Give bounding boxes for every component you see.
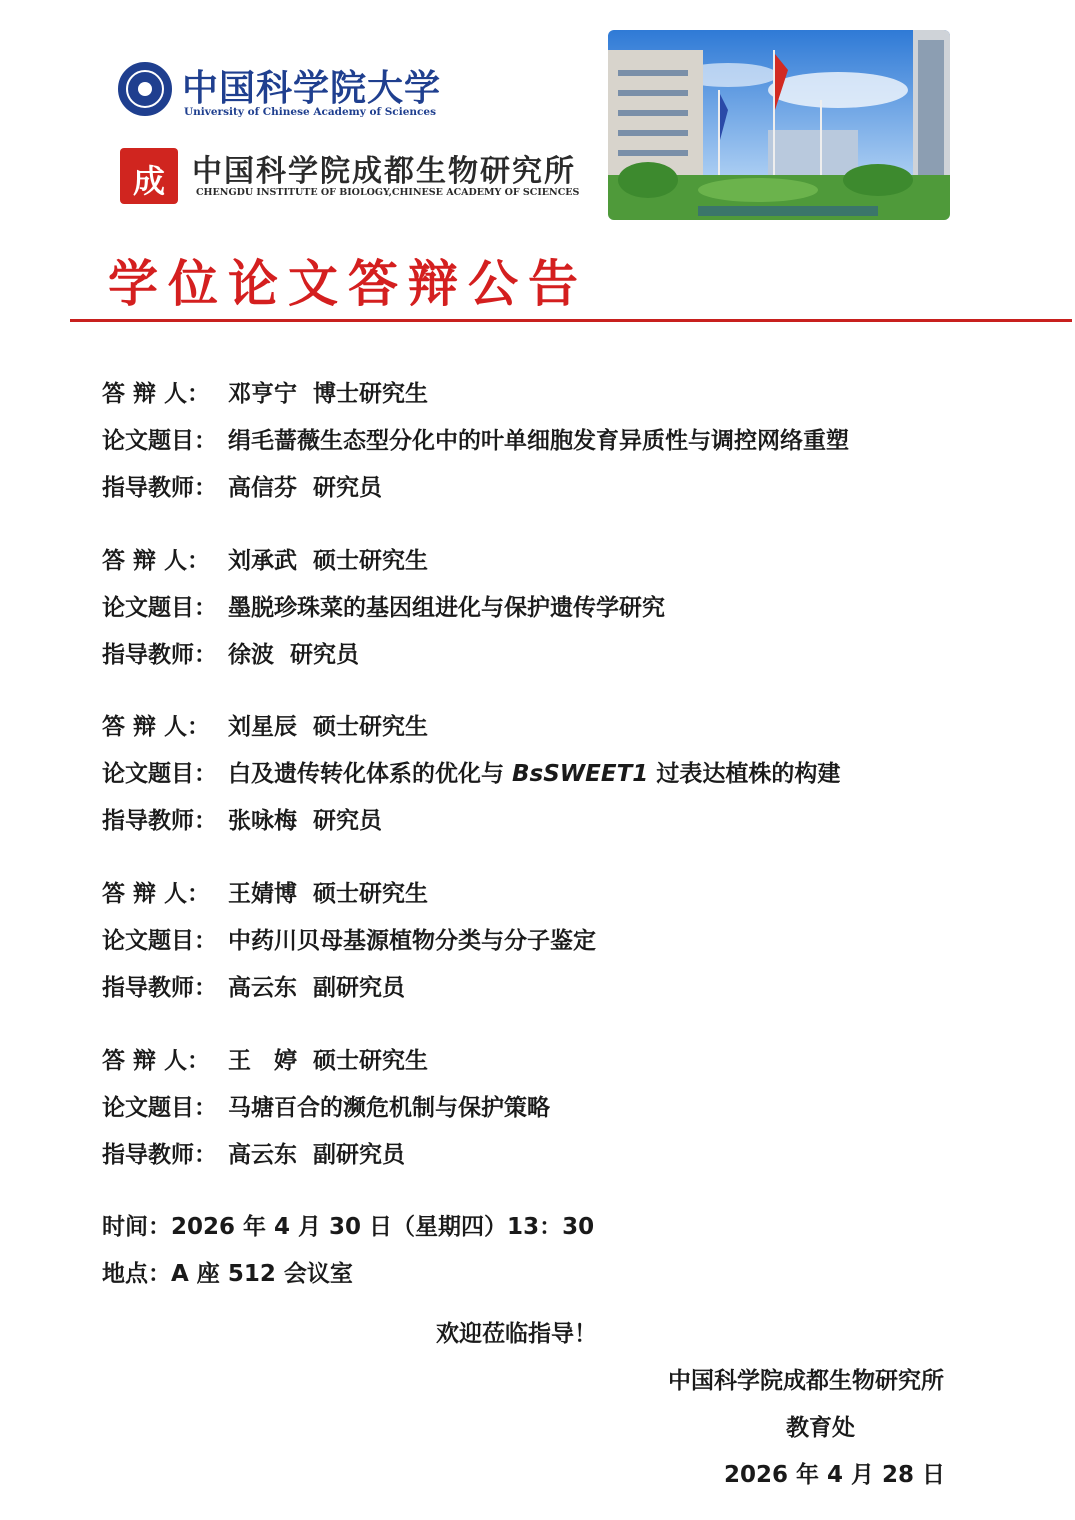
advisor-name: 徐波: [228, 642, 274, 668]
advisor-line: [102, 1140, 405, 1170]
advisor-label: 指导教师：: [102, 1142, 217, 1168]
ucas-name-cn: 中国科学院大学: [182, 67, 442, 109]
defender-name: 王 婷: [228, 1048, 297, 1074]
defender-line: [102, 1046, 428, 1076]
advisor-title: 研究员: [290, 642, 360, 668]
thesis-line: [102, 926, 596, 956]
thesis-label: 论文题目：: [102, 595, 217, 621]
thesis-title-part2: 过表达植株的构建: [656, 761, 841, 787]
defender-line: [102, 712, 428, 742]
thesis-line: [102, 426, 849, 456]
welcome-text: 欢迎莅临指导！: [436, 1321, 597, 1347]
thesis-label: 论文题目：: [102, 761, 217, 787]
advisor-label: 指导教师：: [102, 475, 217, 501]
degree: 硕士研究生: [313, 714, 429, 740]
advisor-title: 研究员: [313, 475, 383, 501]
thesis-line: [102, 1093, 550, 1123]
defender-line: [102, 379, 428, 409]
place-line: 地点：A 座 512 会议室: [102, 1261, 353, 1287]
footer-dept: 教育处: [786, 1415, 855, 1441]
footer-date: 2026 年 4 月 28 日: [724, 1462, 946, 1488]
thesis-title: 墨脱珍珠菜的基因组进化与保护遗传学研究: [228, 595, 665, 621]
thesis-line: [102, 593, 665, 623]
advisor-line: [102, 806, 382, 836]
cib-name-en: CHENGDU INSTITUTE OF BIOLOGY,CHINESE ACADEMY OF SCIENCES: [196, 187, 580, 198]
thesis-title: 马塘百合的濒危机制与保护策略: [228, 1095, 550, 1121]
advisor-title: 研究员: [313, 808, 383, 834]
advisor-name: 张咏梅: [228, 808, 297, 834]
page-title: 学位论文答辩公告: [108, 254, 588, 313]
defender-name: 刘星辰: [228, 714, 297, 740]
thesis-label: 论文题目：: [102, 928, 217, 954]
advisor-line: [102, 973, 405, 1003]
advisor-line: [102, 473, 382, 503]
defender-line: [102, 879, 428, 909]
ucas-logo-seal: [118, 62, 172, 116]
advisor-name: 高云东: [228, 975, 297, 1001]
degree: 硕士研究生: [313, 1048, 429, 1074]
defender-line: [102, 546, 428, 576]
thesis-title-part1: 白及遗传转化体系的优化与: [228, 761, 504, 787]
advisor-name: 高信芬: [228, 475, 297, 501]
degree: 博士研究生: [313, 381, 429, 407]
advisor-line: [102, 640, 359, 670]
defender-name: 王婧博: [228, 881, 297, 907]
time-line: 时间：2026 年 4 月 30 日（星期四）13：30: [102, 1214, 595, 1240]
advisor-label: 指导教师：: [102, 642, 217, 668]
thesis-line: [102, 759, 840, 789]
cib-logo-seal: [120, 148, 178, 204]
defender-label: 答 辩 人：: [102, 714, 211, 740]
thesis-title: 中药川贝母基源植物分类与分子鉴定: [228, 928, 596, 954]
advisor-title: 副研究员: [313, 975, 406, 1001]
advisor-title: 副研究员: [313, 1142, 406, 1168]
cib-seal-char: 成: [132, 162, 165, 200]
degree: 硕士研究生: [313, 548, 429, 574]
gene-name: BsSWEET1: [512, 761, 649, 787]
advisor-label: 指导教师：: [102, 975, 217, 1001]
thesis-title: 绢毛蔷薇生态型分化中的叶单细胞发育异质性与调控网络重塑: [228, 428, 849, 454]
defender-label: 答 辩 人：: [102, 548, 211, 574]
defender-label: 答 辩 人：: [102, 381, 211, 407]
thesis-label: 论文题目：: [102, 428, 217, 454]
advisor-label: 指导教师：: [102, 808, 217, 834]
campus-photo-illustration: [608, 30, 950, 220]
degree: 硕士研究生: [313, 881, 429, 907]
defender-label: 答 辩 人：: [102, 881, 211, 907]
ucas-name-en: University of Chinese Academy of Sciences: [184, 106, 436, 118]
defender-label: 答 辩 人：: [102, 1048, 211, 1074]
footer-org: 中国科学院成都生物研究所: [668, 1368, 944, 1394]
advisor-name: 高云东: [228, 1142, 297, 1168]
title-divider: [70, 319, 1072, 322]
thesis-label: 论文题目：: [102, 1095, 217, 1121]
cib-name-cn: 中国科学院成都生物研究所: [192, 154, 576, 189]
campus-photo: [608, 30, 950, 220]
defender-name: 刘承武: [228, 548, 297, 574]
defender-name: 邓亨宁: [228, 381, 297, 407]
